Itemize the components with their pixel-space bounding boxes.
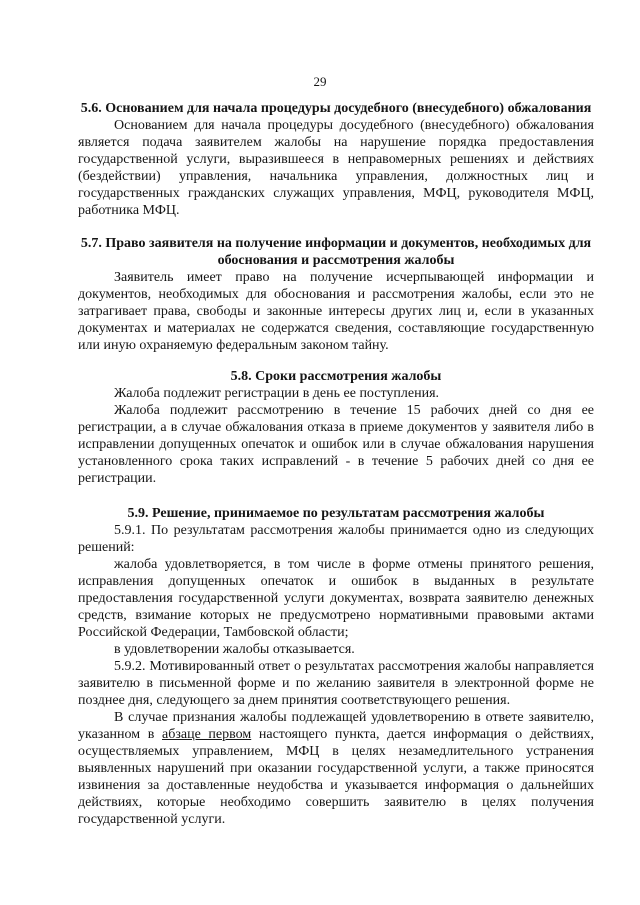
section-heading-5-7: 5.7. Право заявителя на получение информации и документов, необходимых для обоснования и рассмотрения жалобы: [80, 236, 592, 268]
abzac-pervyi-link[interactable]: абзаце первом: [162, 727, 252, 742]
page-number: 29: [313, 74, 327, 89]
paragraph-5-9-3: в удовлетворении жалобы отказывается.: [114, 642, 355, 657]
section-heading-5-8: 5.8. Сроки рассмотрения жалобы: [230, 369, 442, 384]
paragraph-5-8-1: Жалоба подлежит регистрации в день ее поступления.: [114, 386, 440, 401]
paragraph-5-9-5-text-end: настоящего пункта, дается информация о действиях, осуществляемых управлением, МФЦ в целях незамедлительного устранения выявленных нарушений при оказании государственной услуги, а также приносятся извинения за доставленные неудобства и указывается информация о дальнейших действиях, которые необходимо совершить заявителю в целях получения государственной услуги.: [78, 727, 594, 827]
paragraph-5-8-2: Жалоба подлежит рассмотрению в течение 15 рабочих дней со дня ее регистрации, а в случае обжалования отказа в приеме документов у заявителя либо в исправлении допущенных опечаток и ошибок или в случае обжалования нарушения установленного срока таких исправлений - в течение 5 рабочих дней со дня ее регистрации.: [78, 403, 594, 486]
paragraph-5-9-1: 5.9.1. По результатам рассмотрения жалобы принимается одно из следующих решений:: [78, 523, 594, 555]
section-heading-5-6: 5.6. Основанием для начала процедуры досудебного (внесудебного) обжалования: [80, 101, 592, 116]
paragraph-5-9-2: жалоба удовлетворяется, в том числе в форме отмены принятого решения, исправления допущенных опечаток и ошибок в выданных в результате предоставления государственной услуги документах, возврата заявителю денежных средств, взимание которых не предусмотрено нормативными правовыми актами Российской Федерации, Тамбовской области;: [78, 557, 594, 640]
section-heading-5-9: 5.9. Решение, принимаемое по результатам рассмотрения жалобы: [127, 506, 545, 521]
paragraph-5-7-1: Заявитель имеет право на получение исчерпывающей информации и документов, необходимых для обоснования и рассмотрения жалобы, если это не затрагивает права, свободы и законные интересы других лиц и, если в указанных документах и материалах не содержатся сведения, составляющие государственную или иную охраняемую федеральным законом тайну.: [78, 270, 594, 353]
paragraph-5-9-4: 5.9.2. Мотивированный ответ о результатах рассмотрения жалобы направляется заявителю в письменной форме и по желанию заявителя в электронной форме не позднее дня, следующего за днем принятия соответствующего решения.: [78, 659, 594, 708]
paragraph-5-6-1: Основанием для начала процедуры досудебного (внесудебного) обжалования является подача заявителем жалобы на нарушение порядка предоставления государственной услуги, выразившееся в неправомерных решениях и действиях (бездействии) управления, начальника управления, должностных лиц и государственных гражданских служащих управления, МФЦ, руководителя МФЦ, работника МФЦ.: [78, 118, 594, 218]
document-body: [78, 100, 594, 828]
paragraph-5-9-5-text-start: В случае признания жалобы подлежащей удовлетворению в ответе заявителю, указанном в: [78, 710, 594, 742]
paragraph-5-9-5: [78, 709, 594, 828]
